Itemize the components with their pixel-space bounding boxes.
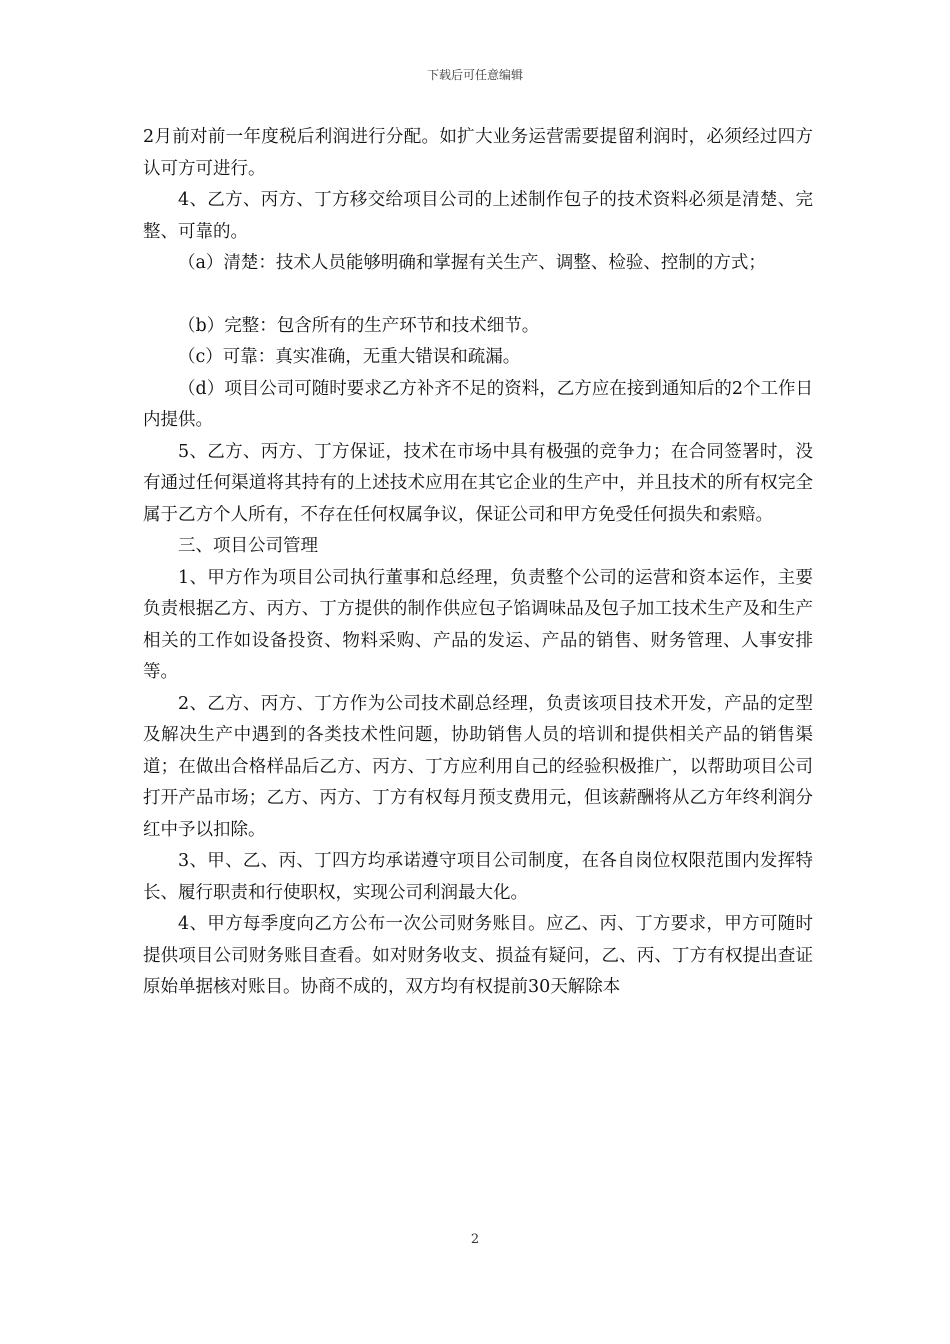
paragraph-management-4: 4、甲方每季度向乙方公布一次公司财务账目。应乙、丙、丁方要求，甲方可随时提供项目公司财务账目查看。如对财务收支、损益有疑问，乙、丙、丁方有权提出查证原始单据核对账目。协商不成的，双方均有权提前30天解除本 [143,914,813,997]
page-number: 2 [470,1232,480,1247]
paragraph-continuation: 2月前对前一年度税后利润进行分配。如扩大业务运营需要提留利润时，必须经过四方认可方可进行。 [143,127,813,179]
paragraph-management-3: 3、甲、乙、丙、丁四方均承诺遵守项目公司制度，在各自岗位权限范围内发挥特长、履行职责和行使职权，实现公司利润最大化。 [143,851,813,903]
paragraph-item-4: 4、乙方、丙方、丁方移交给项目公司的上述制作包子的技术资料必须是清楚、完整、可靠的。 [143,190,813,242]
sub-item-a: （a）清楚：技术人员能够明确和掌握有关生产、调整、检验、控制的方式； [178,253,766,273]
paragraph-management-2: 2、乙方、丙方、丁方作为公司技术副总经理，负责该项目技术开发，产品的定型及解决生产中遇到的各类技术性问题，协助销售人员的培训和提供相关产品的销售渠道；在做出合格样品后乙方、丙方、丁方应利用自己的经验积极推广，以帮助项目公司打开产品市场；乙方、丙方、丁方有权每月预支费用元，但该薪酬将从乙方年终利润分红中予以扣除。 [143,693,813,840]
document-body [143,122,813,1004]
page-header: 下载后可任意编辑 [426,68,523,82]
sub-item-c: （c）可靠：真实准确，无重大错误和疏漏。 [178,347,521,367]
sub-item-d: （d）项目公司可随时要求乙方补齐不足的资料，乙方应在接到通知后的2个工作日内提供。 [143,378,813,430]
section-heading: 三、项目公司管理 [178,536,318,556]
sub-item-b: （b）完整：包含所有的生产环节和技术细节。 [178,315,540,336]
paragraph-item-5: 5、乙方、丙方、丁方保证，技术在市场中具有极强的竞争力；在合同签署时，没有通过任何渠道将其持有的上述技术应用在其它企业的生产中，并且技术的所有权完全属于乙方个人所有，不存在任何权属争议，保证公司和甲方免受任何损失和索赔。 [143,441,813,525]
paragraph-management-1: 1、甲方作为项目公司执行董事和总经理，负责整个公司的运营和资本运作，主要负责根据乙方、丙方、丁方提供的制作供应包子馅调味品及包子加工技术生产及和生产相关的工作如设备投资、物料采购、产品的发运、产品的销售、财务管理、人事安排等。 [143,567,813,682]
